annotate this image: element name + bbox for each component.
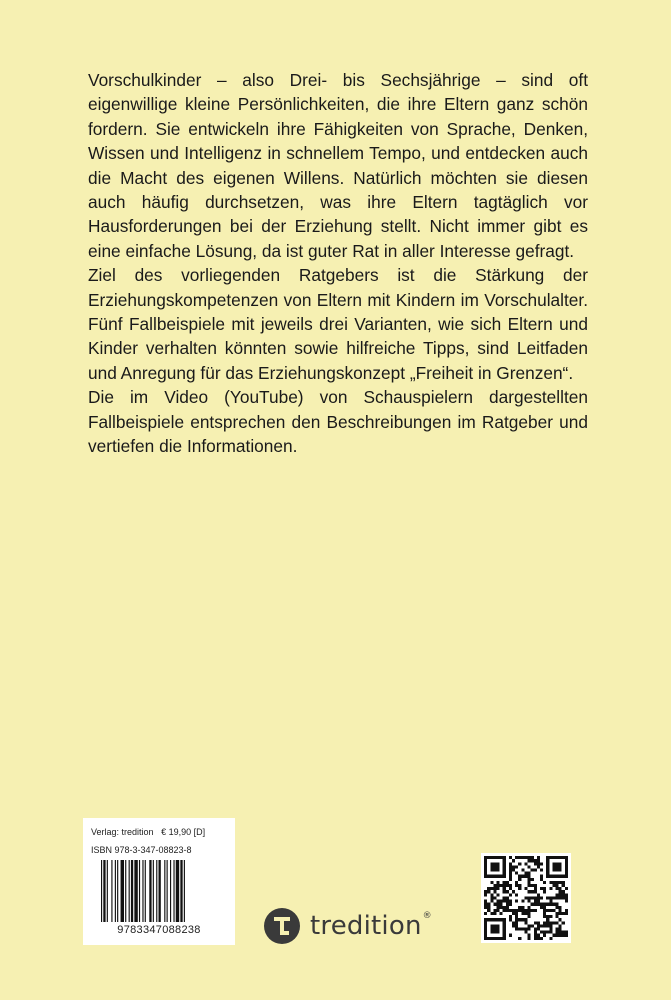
qr-code-icon <box>481 853 571 943</box>
blurb-paragraph-2: Ziel des vorliegenden Ratgebers ist die Stärkung der Erziehungskompetenzen von Eltern mit Kindern im Vorschulalter. Fünf Fallbeispiele mit jeweils drei Varianten, wie sich Eltern und Kinder verhalten könnten sowie hilfreiche Tipps, sind Leitfaden und Anregung für das Erziehungskonzept „Freiheit in Grenzen“. <box>88 265 588 383</box>
blurb-paragraph-3: Die im Video (YouTube) von Schauspielern dargestellten Fallbeispiele entsprechen den Beschreibungen im Ratgeber und vertiefen die Informationen. <box>88 387 588 457</box>
publisher-logo <box>264 905 432 947</box>
tredition-t-logo-icon <box>264 908 300 944</box>
publisher-price-line <box>91 827 205 837</box>
barcode-digits: 9783347088238 <box>117 924 201 936</box>
blurb-paragraph-1: Vorschulkinder – also Drei- bis Sechsjährige – sind oft eigenwillige kleine Persönlichkeiten, die ihre Eltern ganz schön fordern. Sie entwickeln ihre Fähigkeiten von Sprache, Denken, Wissen und Intelligenz in schnellem Tempo, und entdecken auch die Macht des eigenen Willens. Natürlich möchten sie diesen auch häufig durchsetzen, was ihre Eltern tagtäglich vor Hausforderungen bei der Erziehung stellt. Nicht immer gibt es eine einfache Lösung, da ist guter Rat in aller Interesse gefragt. <box>88 70 588 261</box>
back-cover-blurb <box>88 68 588 459</box>
logo-wordmark: tredition® <box>310 911 432 941</box>
publisher-label: Verlag: tredition <box>91 827 154 837</box>
barcode-icon <box>101 860 217 922</box>
price-label: € 19,90 [D] <box>161 827 206 837</box>
isbn-barcode-box <box>83 818 235 945</box>
isbn-label: ISBN 978-3-347-08823-8 <box>91 845 192 855</box>
